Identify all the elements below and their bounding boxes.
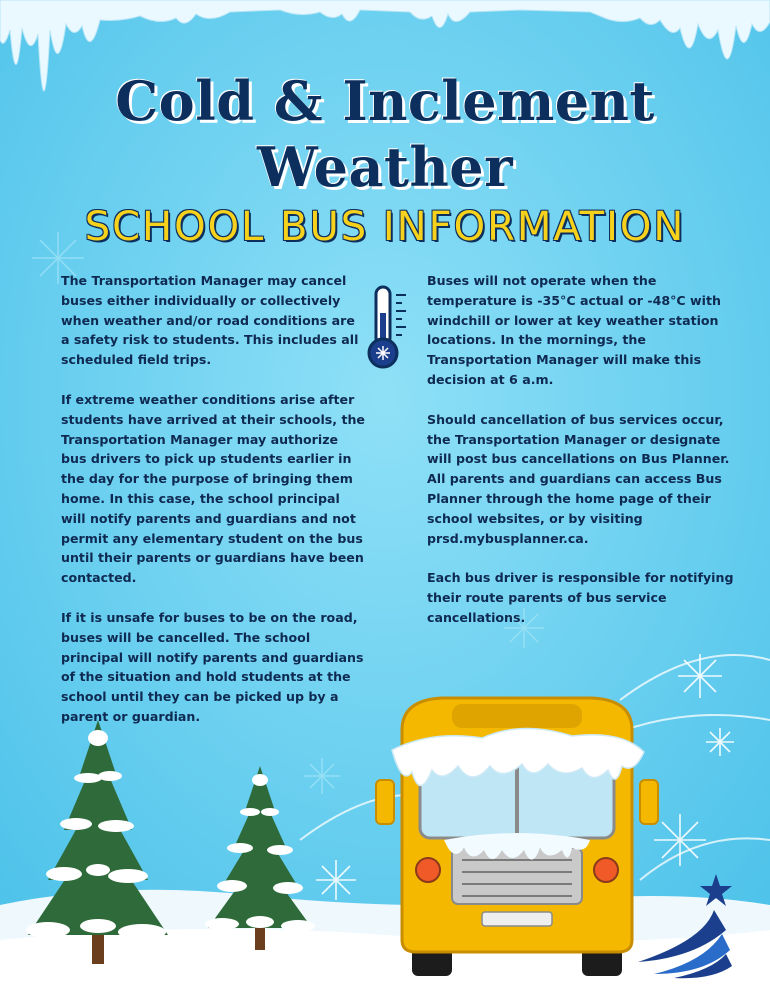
left-column bbox=[61, 271, 366, 747]
left-paragraph-3: If it is unsafe for buses to be on the road, buses will be cancelled. The school principal will notify parents and guardians of the situation and hold students at the school until they can be picked up by a parent or guardian. bbox=[61, 609, 364, 724]
snowy-pine-tree bbox=[18, 720, 178, 970]
page-title-line2: Weather bbox=[256, 135, 514, 199]
school-bus-illustration bbox=[372, 690, 662, 980]
page-subtitle: SCHOOL BUS INFORMATION bbox=[84, 204, 686, 250]
right-paragraph-1: Buses will not operate when the temperature is -35°C actual or -48°C with windchill or lower at key weather station locations. In the mornings, the Transportation Manager will make this decision at 6 a.m. bbox=[427, 273, 721, 387]
left-paragraph-2: If extreme weather conditions arise after students have arrived at their schools, the Transportation Manager may authorize bus drivers to pick up students earlier in the day for the purpose of bringing them home. In this case, the school principal will notify parents and guardians and not permit any elementary student on the bus until their parents or guardians have been contacted. bbox=[61, 391, 365, 586]
right-column bbox=[427, 271, 747, 648]
left-paragraph-1: The Transportation Manager may cancel buses either individually or collectively when weather and/or road conditions are a safety risk to students. This includes all scheduled field trips. bbox=[61, 273, 359, 368]
thermometer-icon bbox=[364, 285, 410, 369]
page-title-line1: Cold & Inclement bbox=[115, 69, 655, 133]
right-paragraph-3: Each bus driver is responsible for notifying their route parents of bus service cancellations. bbox=[427, 570, 734, 625]
snowy-pine-tree bbox=[200, 766, 320, 956]
district-logo-icon bbox=[634, 870, 734, 980]
right-paragraph-2: Should cancellation of bus services occur, the Transportation Manager or designate will post bus cancellations on Bus Planner. All parents and guardians can access Bus Planner through the home page of their school websites, or by visiting prsd.mybusplanner.ca. bbox=[427, 411, 730, 546]
